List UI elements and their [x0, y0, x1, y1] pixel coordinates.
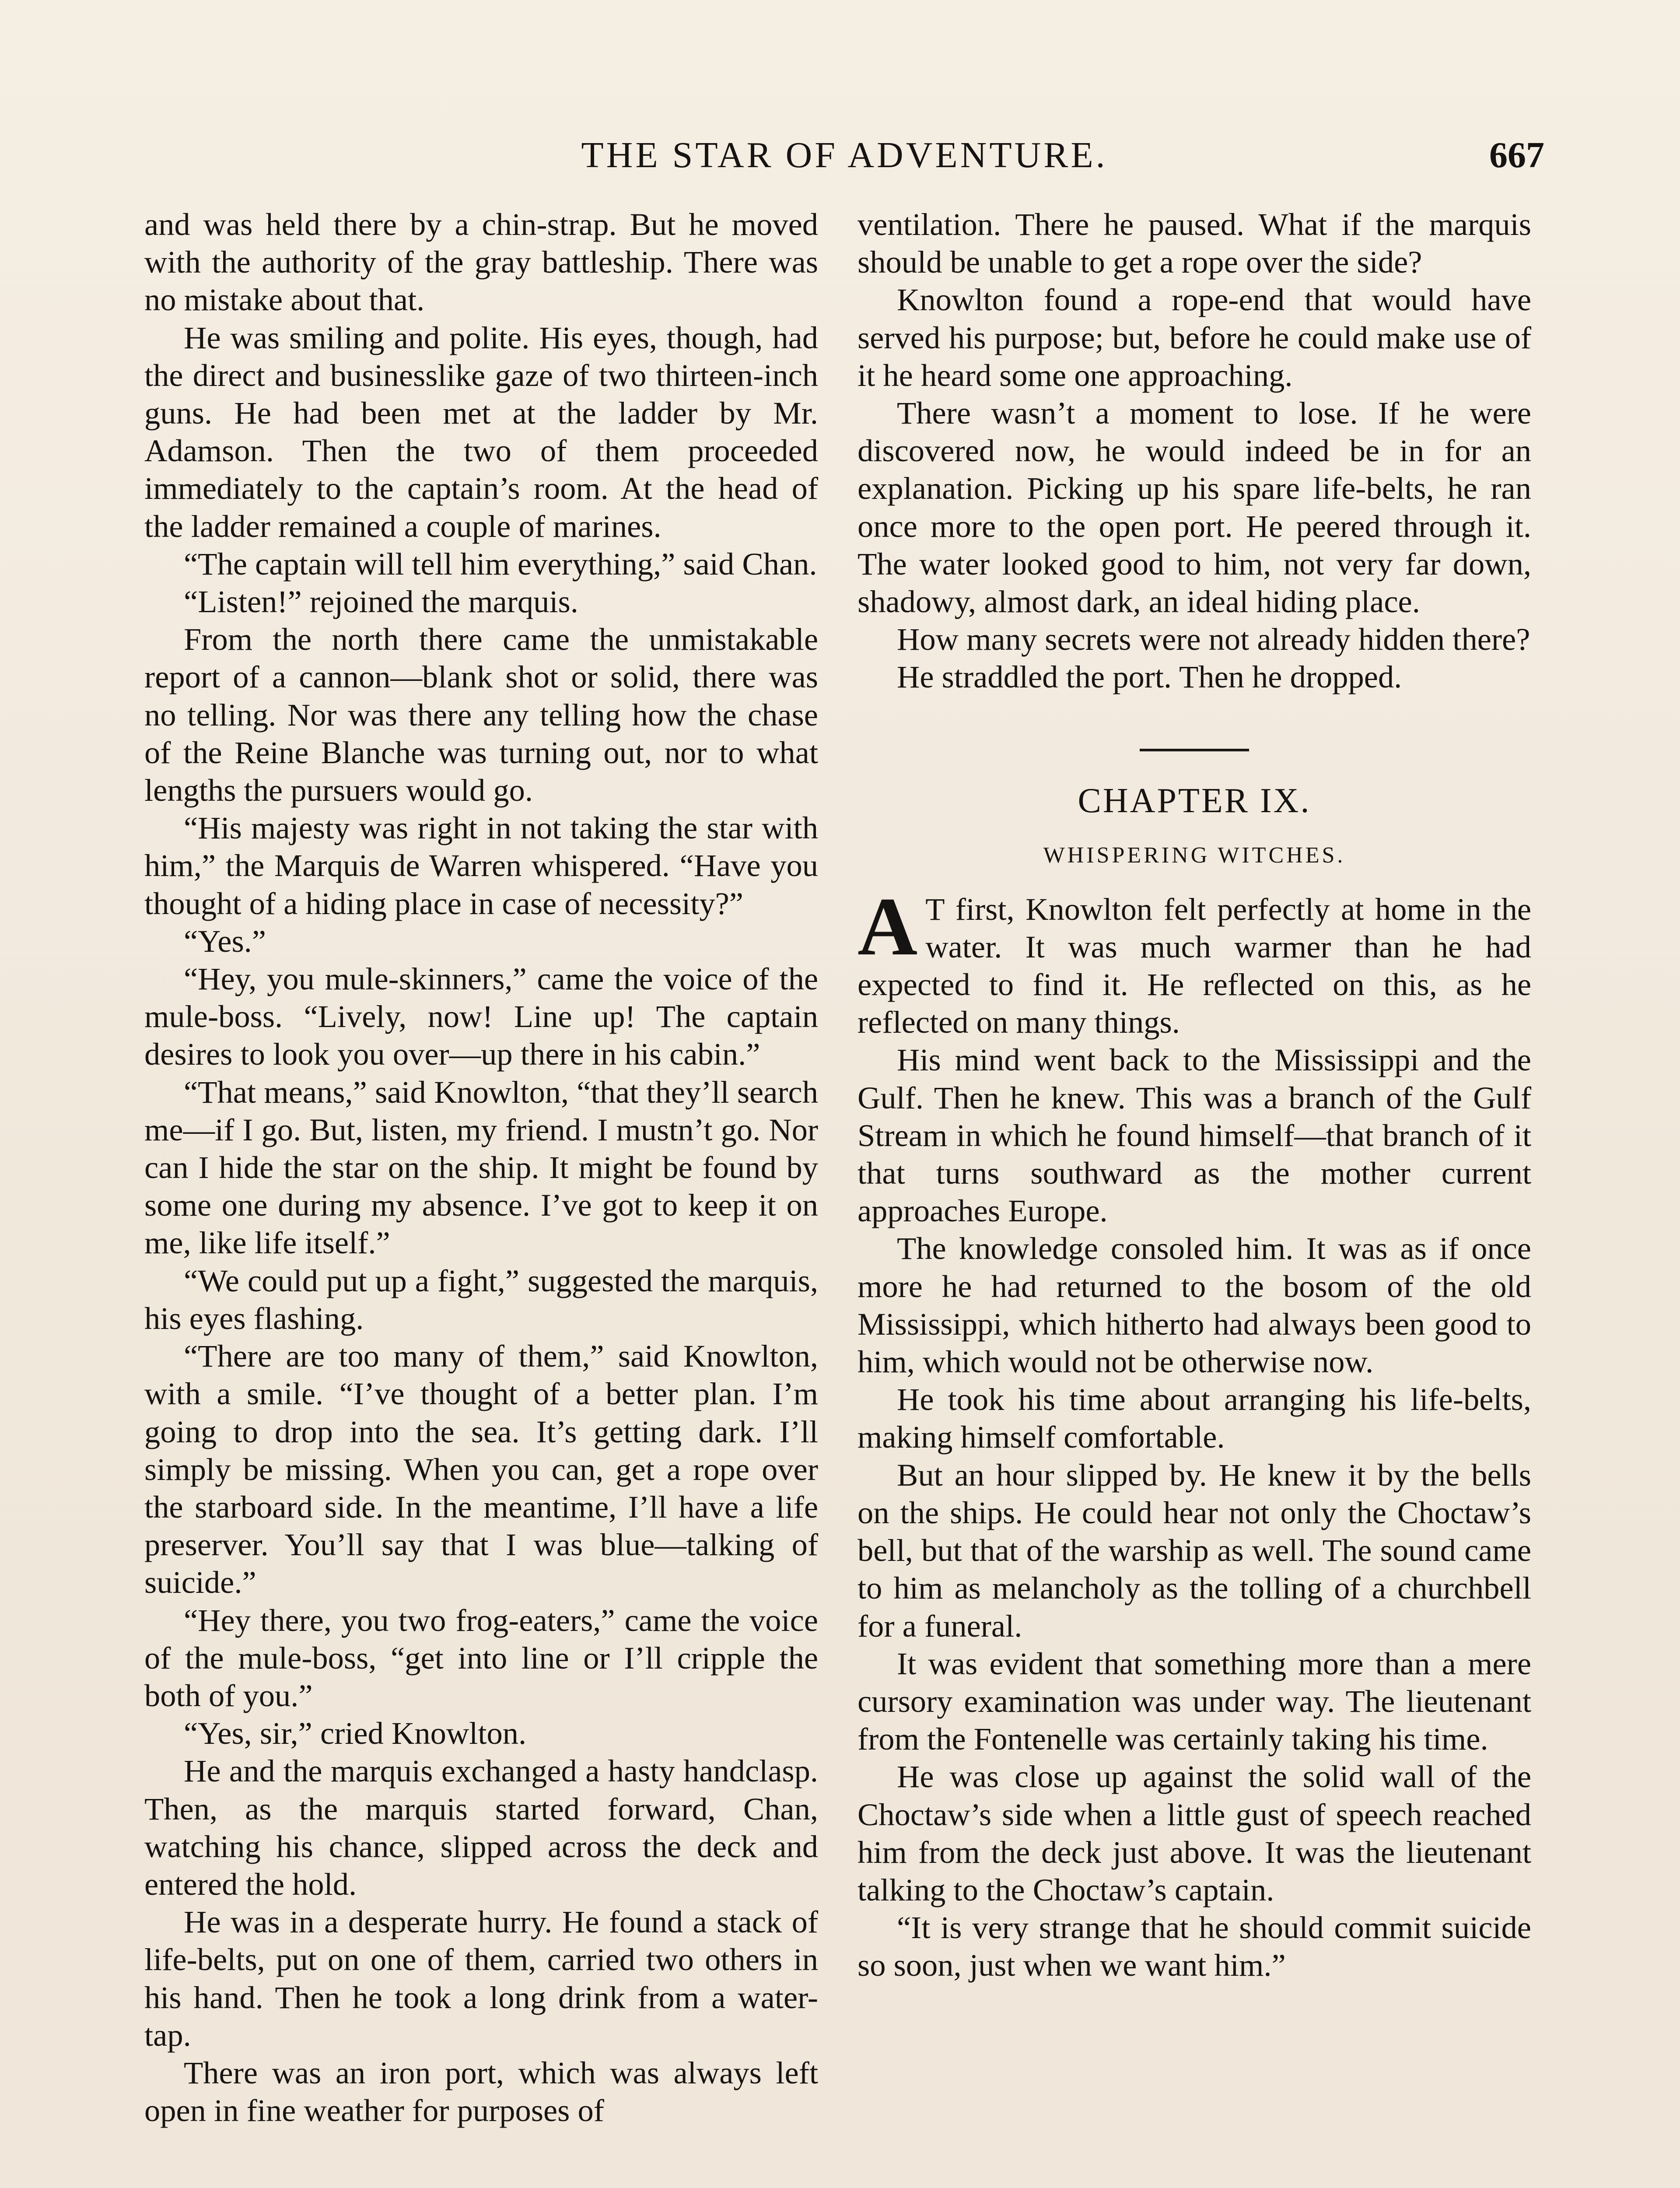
paragraph: There was an iron port, which was always left open in fine weather for purposes of — [144, 2055, 818, 2128]
section-divider — [1140, 749, 1249, 751]
paragraph: “It is very strange that he should commit suicide so soon, just when we want him.” — [858, 1910, 1531, 1983]
paragraph: He was smiling and polite. His eyes, though, had the direct and businesslike gaze of two thirteen-inch guns. He had been met at the ladder by Mr. Adamson. Then the two of them proceeded immediately to the captain’s room. At the head of the ladder remained a couple of marines. — [144, 319, 818, 544]
running-head — [144, 131, 1544, 179]
paragraph: “We could put up a fight,” suggested the marquis, his eyes flashing. — [144, 1262, 818, 1336]
paragraph: “Yes, sir,” cried Knowlton. — [184, 1715, 527, 1751]
paragraph: He straddled the port. Then he dropped. — [897, 659, 1402, 695]
paragraph: “There are too many of them,” said Knowlton, with a smile. “I’ve thought of a better plan. I’m going to drop into the sea. It’s getting dark. I’ll simply be missing. When you can, get a rope over the starboard side. In the meantime, I’ll have a life preserver. You’ll say that I was blue—talking of suicide.” — [144, 1338, 818, 1600]
paragraph: He took his time about arranging his life-belts, making himself comfortable. — [858, 1382, 1531, 1455]
paragraph: “That means,” said Knowlton, “that they’ll search me—if I go. But, listen, my friend. I mustn’t go. Nor can I hide the star on the ship. It might be found by some one during my absence. I’ve got to keep it on me, like life itself.” — [144, 1074, 818, 1261]
chapter-opening-paragraph — [858, 880, 1531, 1041]
paragraph: How many secrets were not already hidden there? — [897, 621, 1530, 657]
paragraph: ventilation. There he paused. What if the marquis should be unable to get a rope over the side? — [858, 207, 1531, 280]
paragraph: But an hour slipped by. He knew it by the bells on the ships. He could hear not only the Choctaw’s bell, but that of the warship as well. The sound came to him as melancholy as the tolling of a churchbell for a funeral. — [858, 1457, 1531, 1644]
paragraph: It was evident that something more than a mere cursory examination was under way. The lieutenant from the Fontenelle was certainly taking his time. — [858, 1645, 1531, 1757]
paragraph: He was close up against the solid wall of the Choctaw’s side when a little gust of speech reached him from the deck just above. It was the lieutenant talking to the Choctaw’s captain. — [858, 1759, 1531, 1907]
paragraph: “Listen!” rejoined the marquis. — [184, 584, 578, 620]
paragraph: Knowlton found a rope-end that would have served his purpose; but, before he could make use of it he heard some one approaching. — [858, 282, 1531, 393]
paragraph: “His majesty was right in not taking the star with him,” the Marquis de Warren whispered. “Have you thought of a hiding place in case of necessity?” — [144, 810, 818, 921]
page-number: 667 — [1489, 135, 1544, 175]
paragraph: “Yes.” — [184, 923, 266, 959]
left-column — [144, 206, 818, 2129]
paragraph: He and the marquis exchanged a hasty handclasp. Then, as the marquis started forward, Chan, watching his chance, slipped across the deck and entered the hold. — [144, 1753, 818, 1902]
paragraph: The knowledge consoled him. It was as if once more he had returned to the bosom of the old Mississippi, which hitherto had always been good to him, which would not be otherwise now. — [858, 1231, 1531, 1380]
chapter-subtitle: WHISPERING WITCHES. — [1043, 842, 1346, 868]
opening-text: T first, Knowlton felt perfectly at home in the water. It was much warmer than he had expected to find it. He reflected on this, as he reflected on many things. — [858, 891, 1531, 1040]
right-column — [858, 206, 1531, 1985]
chapter-title: CHAPTER IX. — [1078, 781, 1311, 820]
paragraph: and was held there by a chin-strap. But he moved with the authority of the gray battleship. There was no mistake about that. — [144, 207, 818, 318]
paragraph: “Hey there, you two frog-eaters,” came the voice of the mule-boss, “get into line or I’ll cripple the both of you.” — [144, 1602, 818, 1713]
paragraph: He was in a desperate hurry. He found a stack of life-belts, put on one of them, carried two others in his hand. Then he took a long drink from a water-tap. — [144, 1904, 818, 2053]
paragraph: There wasn’t a moment to lose. If he were discovered now, he would indeed be in for an explanation. Picking up his spare life-belts, he ran once more to the open port. He peered through it. The water looked good to him, not very far down, shadowy, almost dark, an ideal hiding place. — [858, 395, 1531, 620]
paragraph: “Hey, you mule-skinners,” came the voice of the mule-boss. “Lively, now! Line up! The captain desires to look you over—up there in his cabin.” — [144, 961, 818, 1072]
paragraph: His mind went back to the Mississippi and the Gulf. Then he knew. This was a branch of the Gulf Stream in which he found himself—that branch of it that turns southward as the mother current approaches Europe. — [858, 1042, 1531, 1229]
running-title: THE STAR OF ADVENTURE. — [581, 135, 1108, 175]
drop-cap: A — [858, 880, 918, 973]
paragraph: From the north there came the unmistakable report of a cannon—blank shot or solid, there was no telling. Nor was there any telling how the chase of the Reine Blanche was turning out, nor to what lengths the pursuers would go. — [144, 621, 818, 808]
paragraph: “The captain will tell him everything,” said Chan. — [184, 546, 817, 582]
